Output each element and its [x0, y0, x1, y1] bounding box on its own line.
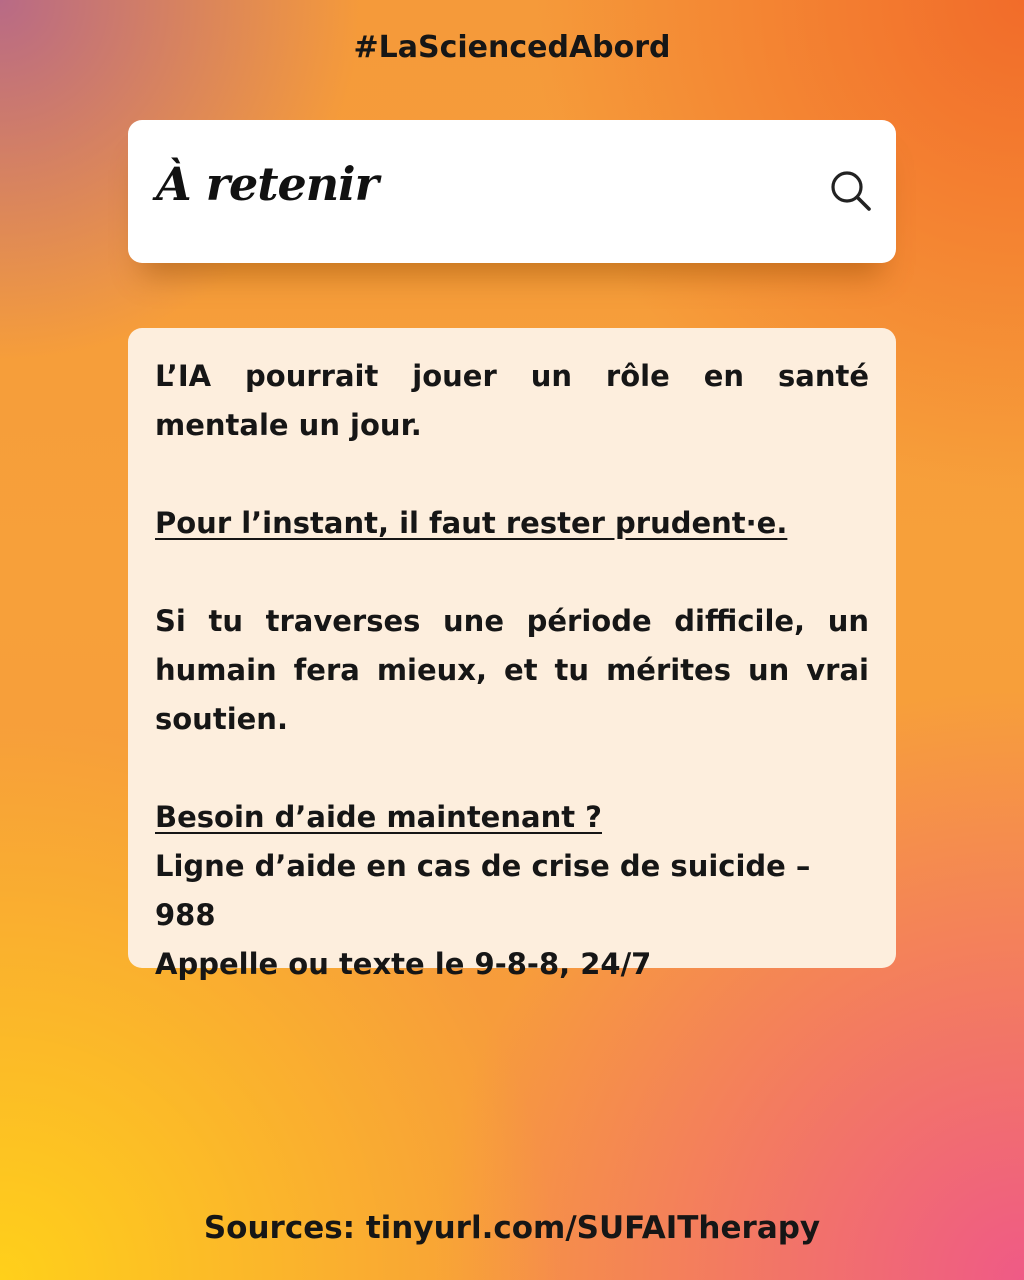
intro-text: L’IA pourrait jouer un rôle en santé mentale un jour.	[155, 359, 869, 442]
search-icon[interactable]	[828, 168, 874, 214]
sources-link[interactable]: Sources: tinyurl.com/SUFAITherapy	[203, 1210, 821, 1246]
help-heading	[155, 793, 869, 842]
search-bar-title: À retenir	[156, 157, 378, 211]
search-bar[interactable]	[128, 120, 896, 263]
help-line-text: Ligne d’aide en cas de crise de suicide – 988	[155, 849, 811, 932]
spacer	[155, 744, 869, 793]
spacer	[155, 548, 869, 597]
help-heading-underlined: Besoin d’aide maintenant ?	[155, 800, 602, 834]
hashtag-heading: #LaSciencedAbord	[353, 30, 671, 65]
support-text: Si tu traverses une période difficile, un humain fera mieux, et tu mérites un vrai soutien.	[155, 604, 869, 736]
caution-text	[155, 499, 869, 548]
caution-underlined: Pour l’instant, il faut rester prudent·e.	[155, 506, 788, 540]
help-contact-text: Appelle ou texte le 9-8-8, 24/7	[155, 947, 652, 981]
key-points-card	[128, 328, 896, 981]
spacer	[155, 450, 869, 499]
